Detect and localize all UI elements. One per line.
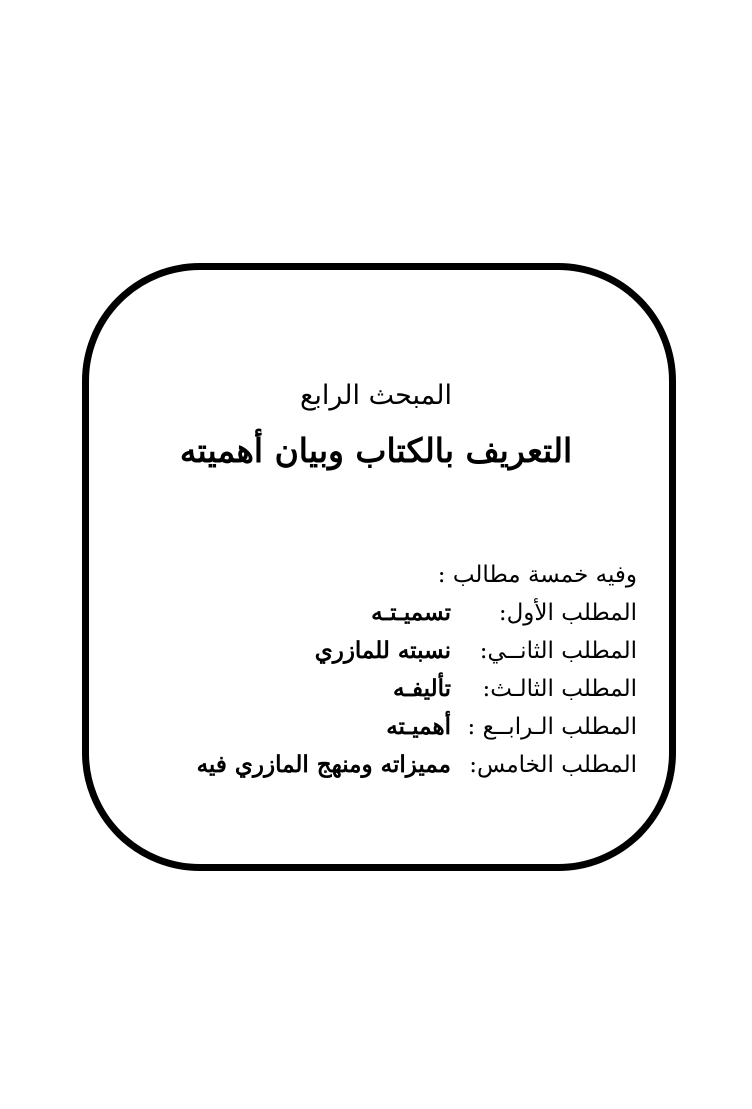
section-label: المطلب الأول: — [498, 600, 637, 626]
section-title: تأليفـه — [392, 675, 451, 702]
section-item-5 — [197, 746, 637, 784]
chapter-title: التعريف بالكتاب وبيان أهميته — [179, 431, 573, 470]
section-item-4 — [197, 708, 637, 746]
section-title: تسميـتـه — [371, 599, 451, 626]
section-item-3 — [197, 670, 637, 708]
section-item-2 — [197, 632, 637, 670]
section-label: المطلب الخامس: — [469, 752, 637, 778]
sections-list-block — [197, 556, 637, 784]
section-label: المطلب الـرابــع : — [467, 714, 637, 740]
section-title: أهميـته — [386, 713, 451, 740]
section-item-1 — [197, 594, 637, 632]
sections-intro: وفيه خمسة مطالب : — [437, 562, 637, 588]
section-title: مميزاته ومنهج المازري فيه — [196, 751, 451, 778]
section-label: المطلب الثالـث: — [482, 676, 637, 702]
chapter-heading: المبحث الرابع — [299, 380, 453, 411]
sections-list — [197, 594, 637, 784]
section-label: المطلب الثانــي: — [479, 638, 637, 664]
section-title: نسبته للمازري — [314, 637, 451, 664]
